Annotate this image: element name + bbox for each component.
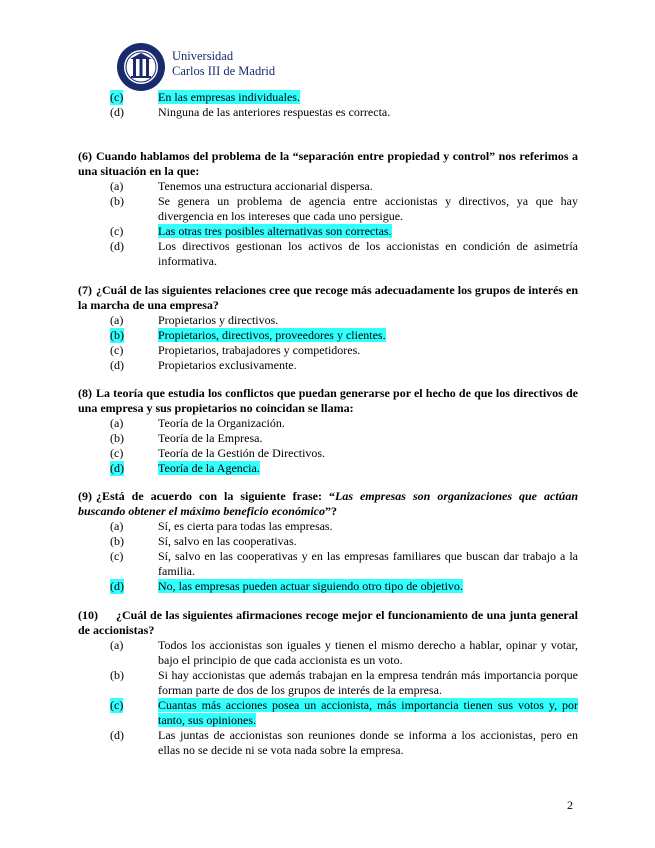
university-seal-logo [116,42,166,92]
university-name-line2: Carlos III de Madrid [172,64,276,78]
question-10: (10) ¿Cuál de las siguientes afirmaciones recoge mejor el funcionamiento de una junta general de accionistas? [78,608,578,637]
question-8: (8) La teoría que estudia los conflictos que puedan generarse por el hecho de que los directivos de una empresa y sus propietarios no coincidan se llama: [78,386,578,415]
university-name-line1: Universidad [172,49,234,63]
question-9: (9) ¿Está de acuerdo con la siguiente frase: “Las empresas son organizaciones que actúan buscando obtener el máximo beneficio económico”? [78,489,579,518]
page-number: 2 [567,798,573,812]
question-6: (6) Cuando hablamos del problema de la “separación entre propiedad y control” nos referimos a una situación en la que: [78,149,578,178]
question-7: (7) ¿Cuál de las siguientes relaciones cree que recoge más adecuadamente los grupos de interés en la marcha de una empresa? [78,283,578,312]
